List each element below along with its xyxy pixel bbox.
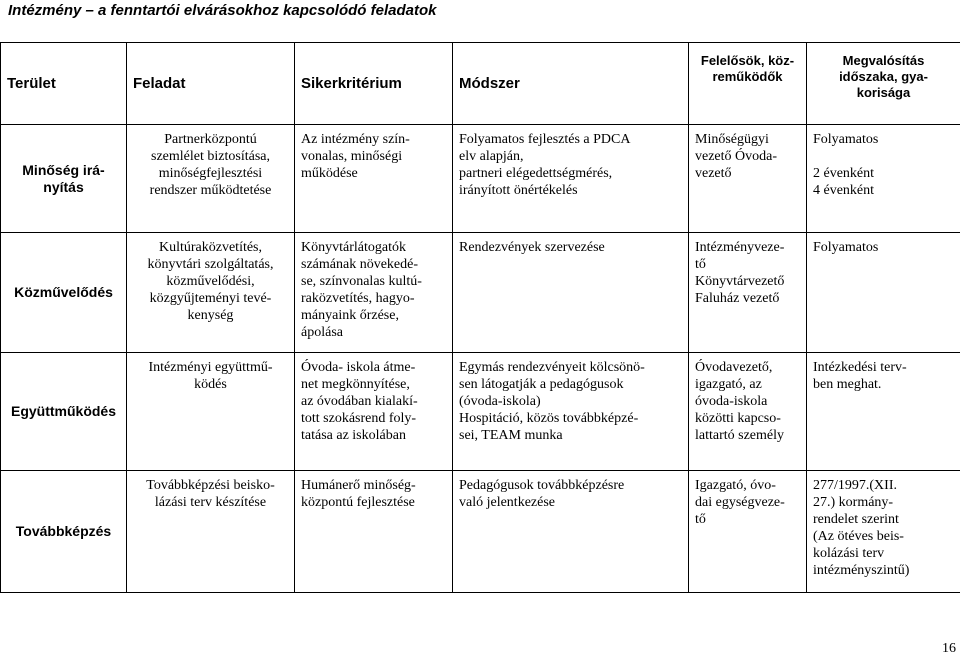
cell-modszer-line: Hospitáció, közös továbbképzé- [459,411,639,426]
cell-felelosok [689,471,807,593]
header-modszer: Módszer [453,43,689,125]
cell-modszer-line: sen látogatják a pedagógusok [459,377,624,392]
header-megvalositas [807,43,960,125]
cell-feladat-line: közművelődési, [166,274,255,289]
cell-megvalositas-line: intézményszintű) [813,563,910,578]
cell-terulet-line: nyítás [43,178,84,195]
cell-megvalositas-line: 2 évenként [813,166,875,181]
header-terulet: Terület [1,43,127,125]
cell-megvalositas-line: kolázási terv [813,546,885,561]
cell-sikerkriterium-line: net megkönnyítése, [301,377,410,392]
cell-sikerkriterium-line: Óvoda- iskola átme- [301,360,416,375]
cell-feladat [127,233,295,353]
cell-feladat-line: szemlélet biztosítása, [151,149,270,164]
cell-megvalositas-line: 277/1997.(XII. [813,478,897,493]
cell-sikerkriterium-line: számának növekedé- [301,257,418,272]
cell-feladat-line: Kultúraközvetítés, [158,240,263,255]
cell-sikerkriterium-line: se, színvonalas kultú- [301,274,422,289]
header-feladat: Feladat [127,43,295,125]
cell-terulet-line: Együttműködés [10,403,116,419]
header-felelosok-line: Felelősök, köz- [700,53,795,68]
cell-feladat-line: Intézményi együttmű- [148,360,273,375]
cell-sikerkriterium-line: raközvetítés, hagyo- [301,291,415,306]
cell-sikerkriterium-line: tatása az iskolában [301,428,406,443]
cell-sikerkriterium-line: az óvodában kialakí- [301,394,418,409]
cell-sikerkriterium-line: központú fejlesztése [301,495,415,510]
cell-modszer-line: sei, TEAM munka [459,428,563,443]
cell-modszer-line: Pedagógusok továbbképzésre [459,478,625,493]
cell-megvalositas [807,471,960,593]
cell-feladat-line: lázási terv készítése [154,495,267,510]
cell-megvalositas [807,125,960,233]
cell-felelosok-line: Minőségügyi [695,132,769,147]
cell-feladat-line: Továbbképzési beisko- [146,478,275,493]
cell-feladat-line: Partnerközpontú [164,132,257,147]
cell-sikerkriterium [295,233,453,353]
table-row [1,233,960,353]
cell-feladat-line: kenység [187,308,234,323]
cell-felelosok-line: vezető Óvoda- [695,149,778,164]
cell-modszer-line: Rendezvények szervezése [459,240,605,255]
cell-feladat [127,353,295,471]
cell-feladat-line: ködés [194,377,227,392]
header-megvalositas-line: korisága [856,85,911,100]
cell-megvalositas [807,233,960,353]
cell-terulet [1,233,127,353]
cell-megvalositas-line: 4 évenként [813,183,875,198]
cell-feladat-line: könyvtári szolgáltatás, [147,257,274,272]
header-felelosok-line: reműködők [712,69,783,84]
cell-modszer-line: való jelentkezése [459,495,556,510]
cell-megvalositas-line: ben meghat. [813,377,882,392]
cell-terulet-line: Közművelődés [14,284,113,300]
table-row [1,125,960,233]
cell-modszer-line: Egymás rendezvényeit kölcsönö- [459,360,645,375]
cell-felelosok-line: óvoda-iskola [695,394,768,409]
cell-megvalositas-line: rendelet szerint [813,512,899,527]
page-number: 16 [942,641,956,656]
cell-terulet-line: Továbbképzés [15,523,112,539]
cell-feladat-line: közgyűjteményi tevé- [149,291,272,306]
cell-megvalositas-line: Folyamatos [813,240,879,255]
cell-megvalositas-line: Folyamatos [813,132,879,147]
cell-modszer [453,353,689,471]
cell-terulet [1,353,127,471]
cell-felelosok [689,125,807,233]
cell-modszer [453,233,689,353]
cell-megvalositas-line: (Az ötéves beis- [813,529,904,544]
cell-modszer-line: partneri elégedettségmérés, [459,166,613,181]
table-body [1,125,960,593]
cell-sikerkriterium-line: Az intézmény szín- [301,132,410,147]
cell-modszer-line: irányított önértékelés [459,183,578,198]
cell-terulet [1,471,127,593]
cell-felelosok-line: Faluház vezető [695,291,780,306]
cell-sikerkriterium-line: Humánerő minőség- [301,478,416,493]
cell-sikerkriterium-line: ápolása [301,325,343,340]
cell-sikerkriterium-line: működése [301,166,358,181]
cell-feladat-line: rendszer működtetése [149,183,272,198]
cell-sikerkriterium-line: mányaink őrzése, [301,308,399,323]
cell-felelosok [689,233,807,353]
cell-felelosok [689,353,807,471]
cell-megvalositas-line [813,148,954,165]
cell-sikerkriterium [295,353,453,471]
cell-felelosok-line: lattartó személy [695,428,785,443]
cell-terulet [1,125,127,233]
cell-megvalositas-line: Intézkedési terv- [813,360,907,375]
cell-sikerkriterium-line: vonalas, minőségi [301,149,403,164]
cell-modszer-line: Folyamatos fejlesztés a PDCA [459,132,631,147]
header-felelosok [689,43,807,125]
cell-megvalositas [807,353,960,471]
header-megvalositas-line: időszaka, gya- [839,69,928,84]
cell-sikerkriterium-line: Könyvtárlátogatók [301,240,406,255]
task-table-wrapper [0,42,960,593]
cell-feladat [127,471,295,593]
header-megvalositas-line: Megvalósítás [842,53,925,68]
cell-felelosok-line: Óvodavezető, [695,360,773,375]
cell-terulet-line: Minőség irá- [22,161,105,178]
cell-felelosok-line: tő [695,257,706,272]
cell-felelosok-line: dai egységveze- [695,495,785,510]
cell-felelosok-line: tő [695,512,706,527]
cell-sikerkriterium [295,125,453,233]
table-row [1,353,960,471]
cell-modszer [453,471,689,593]
document-title: Intézmény – a fenntartói elvárásokhoz kapcsolódó feladatok [8,2,437,19]
cell-modszer-line: elv alapján, [459,149,524,164]
cell-modszer-line: (óvoda-iskola) [459,394,541,409]
cell-sikerkriterium [295,471,453,593]
header-sikerkriterium: Sikerkritérium [295,43,453,125]
cell-feladat [127,125,295,233]
cell-felelosok-line: igazgató, az [695,377,762,392]
cell-felelosok-line: Igazgató, óvo- [695,478,776,493]
table-row [1,471,960,593]
cell-megvalositas-line: 27.) kormány- [813,495,894,510]
cell-felelosok-line: vezető [695,166,732,181]
cell-modszer [453,125,689,233]
cell-felelosok-line: Intézményveze- [695,240,785,255]
task-table [0,42,960,593]
cell-felelosok-line: közötti kapcso- [695,411,781,426]
cell-feladat-line: minőségfejlesztési [158,166,263,181]
cell-sikerkriterium-line: tott szokásrend foly- [301,411,417,426]
cell-felelosok-line: Könyvtárvezető [695,274,785,289]
